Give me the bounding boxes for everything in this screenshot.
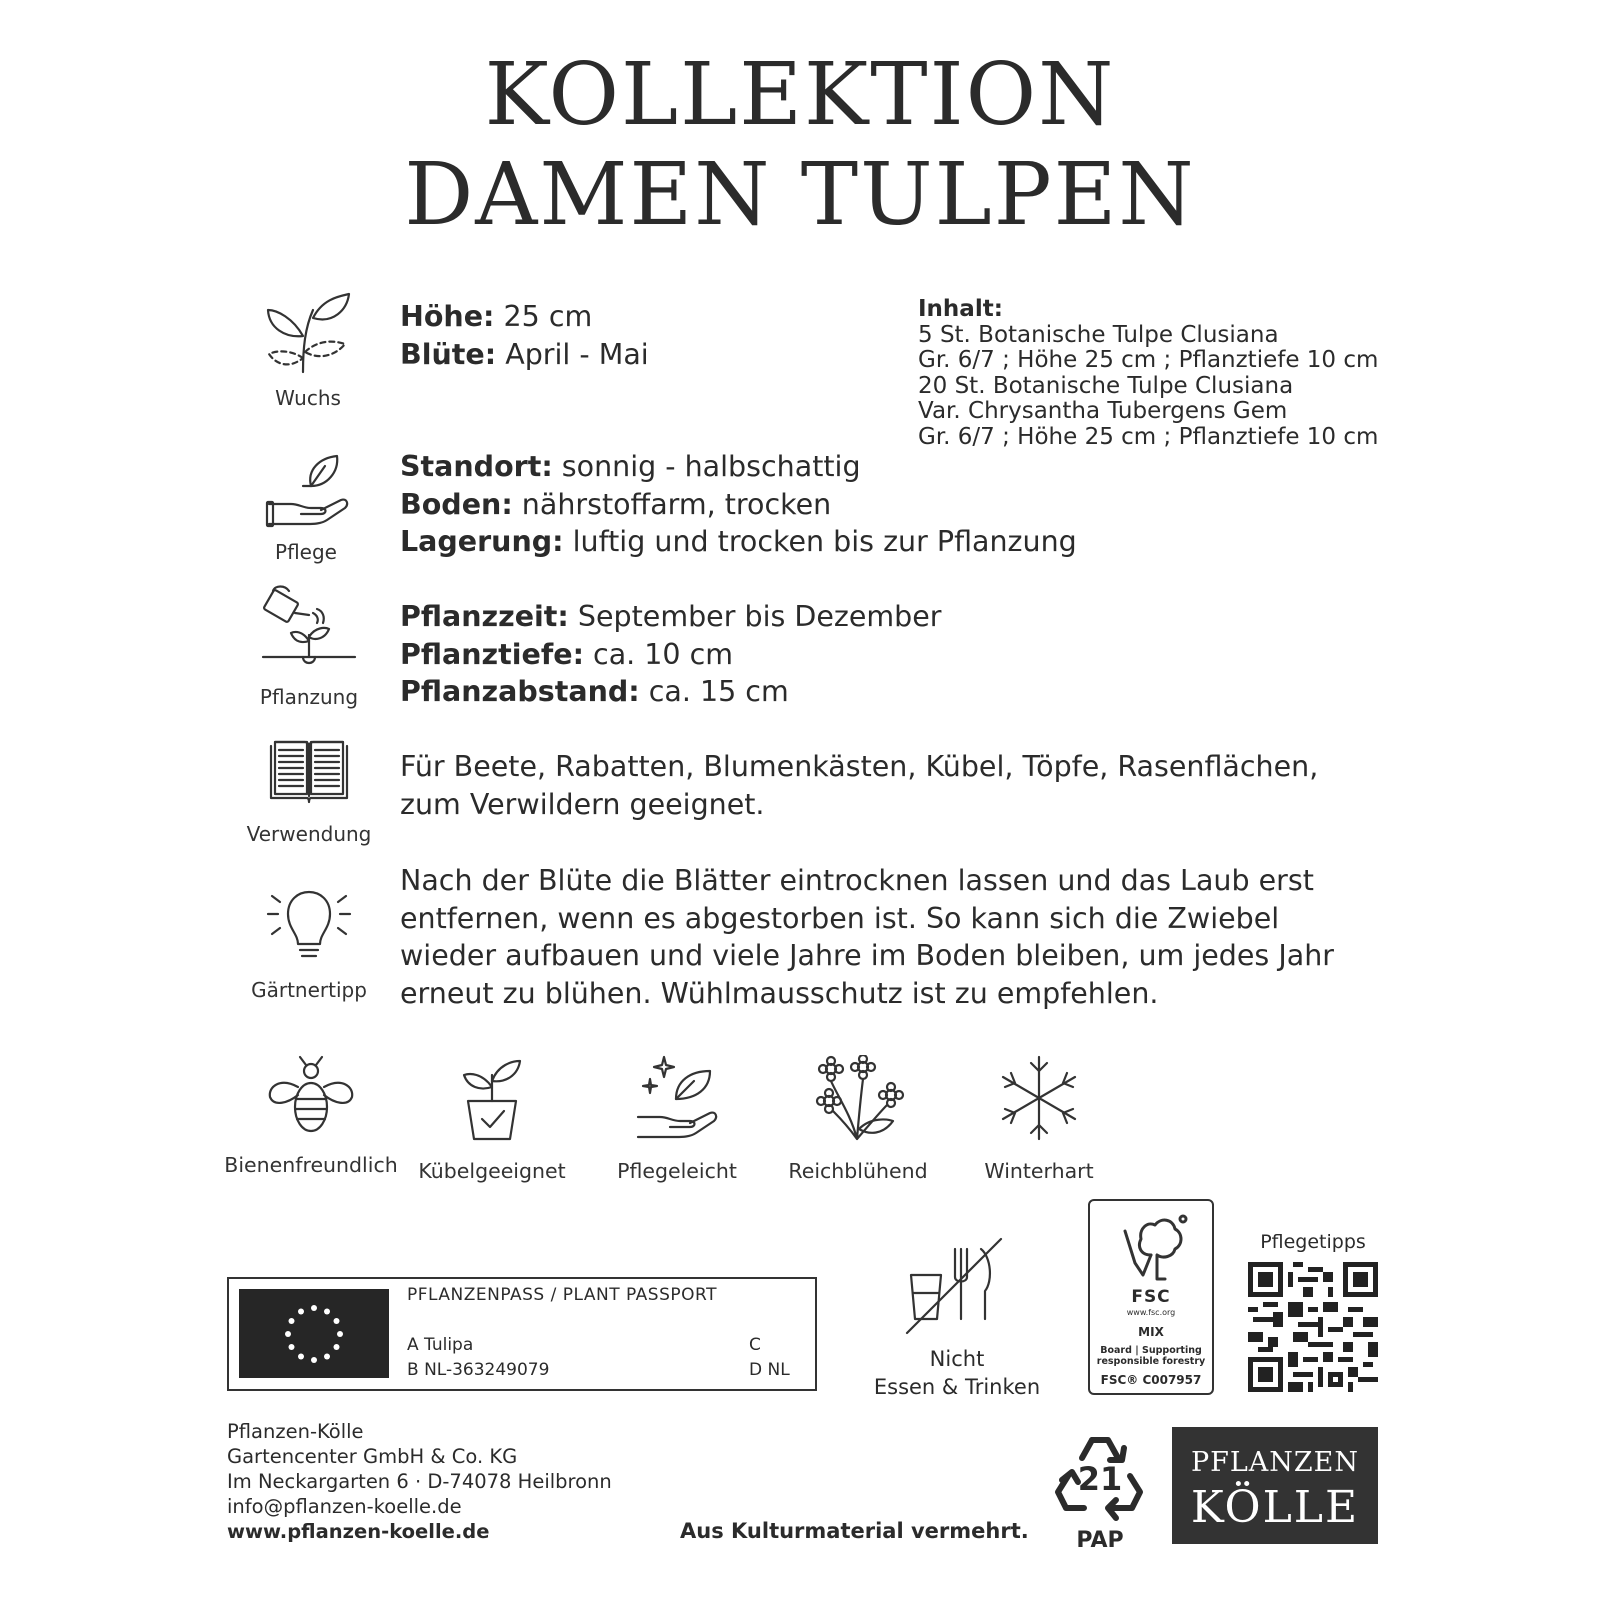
- verwendung-label: Verwendung: [246, 822, 372, 846]
- feature-pflegeleicht: [585, 1055, 769, 1183]
- hand-leaf-icon: [261, 452, 351, 532]
- inhalt-line: Gr. 6/7 ; Höhe 25 cm ; Pflanztiefe 10 cm: [918, 423, 1379, 450]
- warning-text: [862, 1345, 1052, 1401]
- passport-b: B NL-363249079: [407, 1360, 550, 1380]
- tipp-line: Nach der Blüte die Blätter eintrocknen lassen und das Laub erst: [400, 864, 1314, 897]
- standort-row: [400, 448, 1077, 486]
- verwendung-icon-group: [229, 740, 389, 846]
- passport-d: D NL: [749, 1360, 790, 1380]
- lagerung-value: luftig und trocken bis zur Pflanzung: [563, 525, 1077, 558]
- email-link[interactable]: info@pflanzen-koelle.de: [227, 1495, 462, 1518]
- tipp-line: wieder aufbauen und viele Jahre im Boden bleiben, um jedes Jahr: [400, 939, 1334, 972]
- hoehe-value: 25 cm: [494, 300, 593, 333]
- verwendung-line: zum Verwildern geeignet.: [400, 787, 765, 821]
- hoehe-label: Höhe:: [400, 300, 495, 333]
- title-line-1: KOLLEKTION: [484, 45, 1116, 145]
- wuchs-icon-group: [228, 288, 388, 410]
- inhalt-label: Inhalt:: [918, 296, 1003, 322]
- pflanzung-icon-group: [229, 585, 389, 709]
- logo-bottom: KÖLLE: [1190, 1482, 1360, 1533]
- warning-line: Essen & Trinken: [873, 1375, 1041, 1399]
- standort-label: Standort:: [400, 450, 553, 483]
- recycling-number: 21: [1077, 1460, 1123, 1498]
- plant-icon: [263, 288, 353, 378]
- pflanztiefe-row: [400, 636, 942, 674]
- standort-value: sonnig - halbschattig: [552, 450, 861, 483]
- no-eating-icon: [905, 1237, 1005, 1337]
- fsc-badge: [1088, 1199, 1214, 1395]
- bee-icon: [266, 1055, 356, 1135]
- pflanzung-label: Pflanzung: [259, 685, 359, 709]
- verwendung-line: Für Beete, Rabatten, Blumenkästen, Kübel, Töpfe, Rasenflächen,: [400, 750, 1319, 783]
- eu-stars-icon: [239, 1289, 389, 1378]
- kultur-note: Aus Kulturmaterial vermehrt.: [680, 1519, 1029, 1543]
- fsc-mix: MIX: [1138, 1325, 1164, 1339]
- passport-c: C: [749, 1335, 761, 1355]
- bluete-row: [400, 336, 649, 374]
- potted-plant-icon: [452, 1055, 532, 1141]
- pflanzabstand-label: Pflanzabstand:: [400, 675, 640, 708]
- snowflake-icon: [997, 1055, 1081, 1141]
- plant-passport: [227, 1277, 817, 1391]
- pflanzzeit-row: [400, 598, 942, 636]
- inhalt-line: 5 St. Botanische Tulpe Clusiana: [918, 321, 1279, 348]
- fsc-url: www.fsc.org: [1126, 1308, 1176, 1317]
- tipp-line: erneut zu blühen. Wühlmausschutz ist zu empfehlen.: [400, 976, 1159, 1010]
- bluete-label: Blüte:: [400, 337, 497, 371]
- flowers-icon: [811, 1055, 905, 1141]
- address-line: Pflanzen-Kölle: [227, 1420, 364, 1443]
- pflanztiefe-label: Pflanztiefe:: [400, 637, 584, 671]
- pflanzabstand-row: [400, 673, 942, 711]
- wuchs-text: [400, 298, 649, 373]
- boden-value: nährstoffarm, trocken: [512, 487, 832, 521]
- hoehe-row: [400, 298, 649, 336]
- sparkle-hand-icon: [632, 1055, 722, 1141]
- lagerung-row: [400, 523, 1077, 561]
- gaertnertipp-text: [400, 862, 1334, 1012]
- feature-kuebelgeeignet: [400, 1055, 584, 1183]
- wuchs-label: Wuchs: [275, 386, 341, 410]
- book-icon: [267, 740, 351, 808]
- website-link[interactable]: www.pflanzen-koelle.de: [227, 1520, 490, 1543]
- lagerung-label: Lagerung:: [400, 525, 564, 558]
- gaertnertipp-label: Gärtnertipp: [251, 978, 367, 1002]
- feature-bienenfreundlich: [219, 1055, 403, 1177]
- pflanzzeit-label: Pflanzzeit:: [400, 600, 569, 633]
- tipp-line: entfernen, wenn es abgestorben ist. So kann sich die Zwiebel: [400, 901, 1280, 935]
- qr-label: Pflegetipps: [1260, 1231, 1366, 1253]
- eu-flag: [239, 1289, 389, 1378]
- inhalt-block: [918, 297, 1378, 450]
- fsc-board: [1090, 1345, 1212, 1367]
- fsc-name: FSC: [1131, 1287, 1171, 1307]
- boden-row: [400, 486, 1077, 524]
- feature-winterhart: [947, 1055, 1131, 1183]
- pflanzzeit-value: September bis Dezember: [568, 600, 942, 633]
- title-line-2: DAMEN TULPEN: [404, 145, 1196, 245]
- fsc-tree-icon: [1111, 1211, 1191, 1285]
- fsc-board-line: Board | Supporting: [1100, 1345, 1202, 1356]
- feature-label: Pflegeleicht: [617, 1159, 737, 1183]
- pflege-label: Pflege: [275, 540, 337, 564]
- brand-logo: [1172, 1427, 1378, 1544]
- pflege-icon-group: [226, 452, 386, 564]
- feature-reichbluehend: [766, 1055, 950, 1183]
- logo-top: PFLANZEN: [1190, 1447, 1360, 1478]
- inhalt-line: Var. Chrysantha Tubergens Gem: [918, 398, 1288, 424]
- fsc-board-line: responsible forestry: [1096, 1356, 1206, 1367]
- address-line: Gartencenter GmbH & Co. KG: [227, 1445, 518, 1468]
- watering-can-icon: [259, 585, 359, 677]
- pflanzung-text: [400, 598, 942, 711]
- address-line: Im Neckargarten 6 · D-74078 Heilbronn: [227, 1470, 612, 1493]
- feature-label: Winterhart: [984, 1159, 1094, 1183]
- inhalt-line: 20 St. Botanische Tulpe Clusiana: [918, 372, 1294, 399]
- verwendung-text: [400, 748, 1318, 823]
- pflanztiefe-value: ca. 10 cm: [583, 637, 734, 671]
- bluete-value: April - Mai: [496, 337, 649, 371]
- feature-label: Kübelgeeignet: [418, 1159, 566, 1183]
- warning-line: Nicht: [929, 1347, 985, 1371]
- qr-code-icon[interactable]: [1248, 1262, 1378, 1392]
- passport-title: PFLANZENPASS / PLANT PASSPORT: [407, 1285, 717, 1305]
- passport-a: A Tulipa: [407, 1335, 474, 1355]
- company-address: [227, 1419, 612, 1544]
- fsc-code: FSC® C007957: [1100, 1373, 1202, 1387]
- feature-label: Bienenfreundlich: [224, 1153, 398, 1177]
- gaertnertipp-icon-group: [229, 888, 389, 1002]
- feature-label: Reichblühend: [788, 1159, 928, 1183]
- pflege-text: [400, 448, 1077, 561]
- inhalt-line: Gr. 6/7 ; Höhe 25 cm ; Pflanztiefe 10 cm: [918, 347, 1379, 373]
- lightbulb-icon: [264, 888, 354, 964]
- pflanzabstand-value: ca. 15 cm: [639, 675, 789, 708]
- boden-label: Boden:: [400, 487, 513, 521]
- recycling-code: PAP: [1076, 1528, 1124, 1553]
